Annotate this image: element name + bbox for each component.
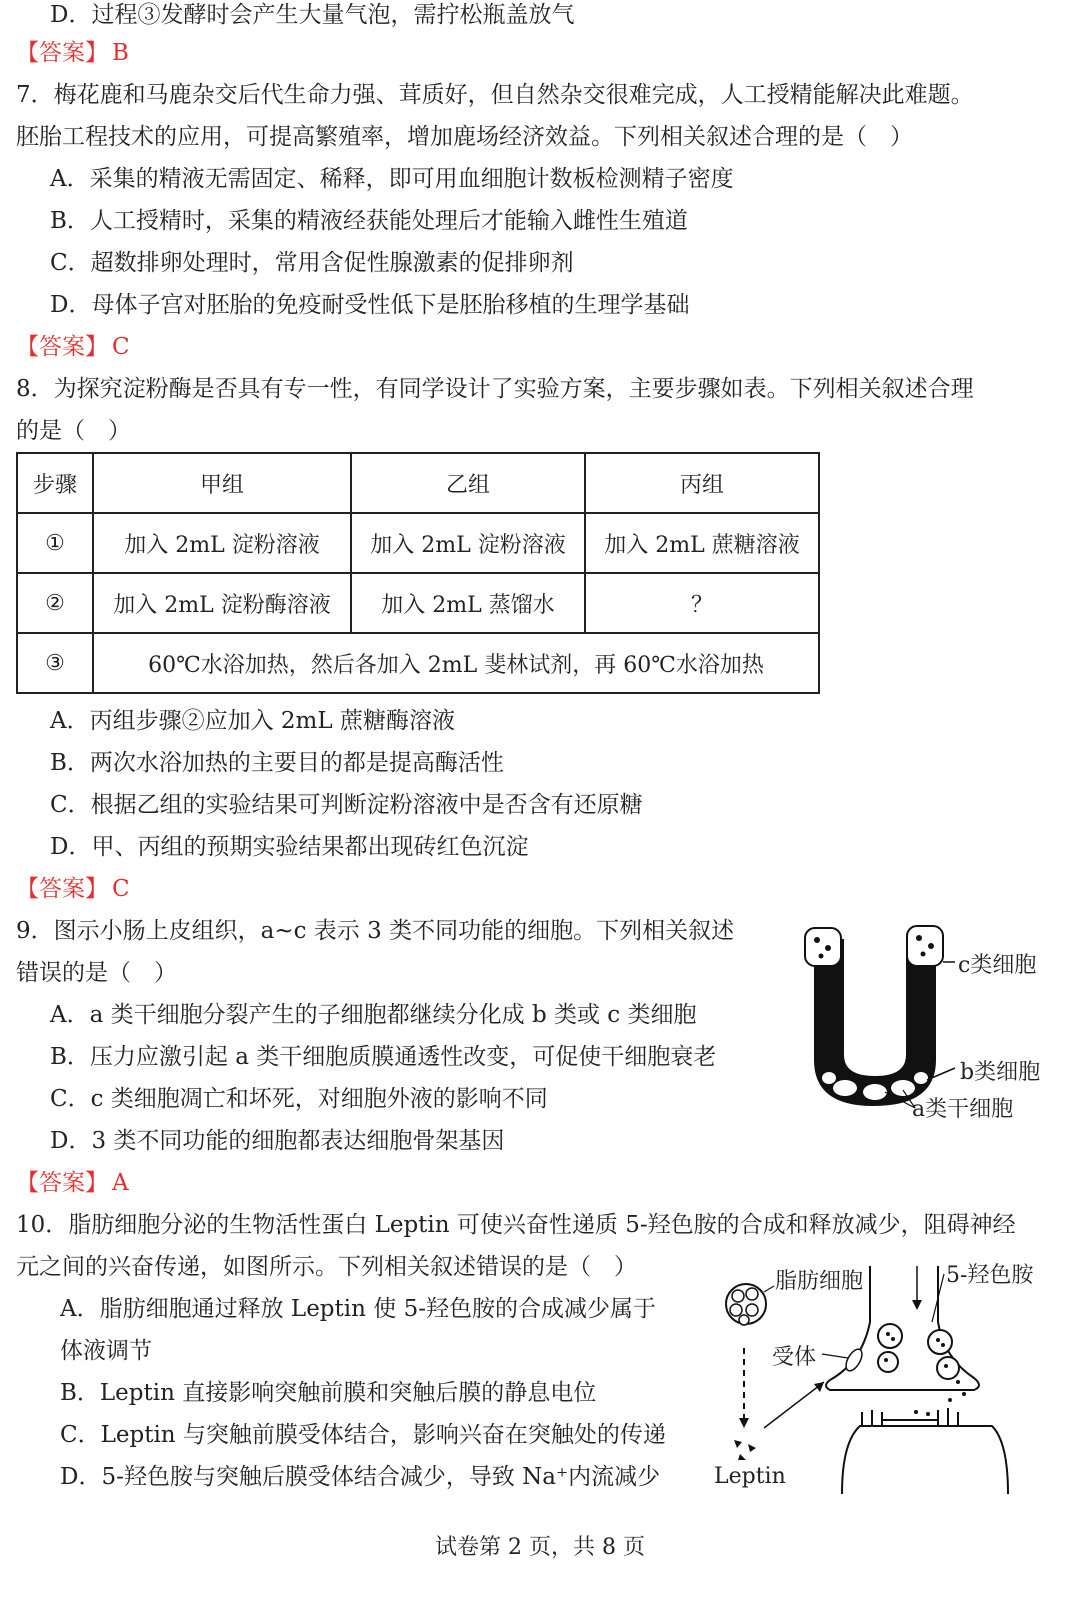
q8-stem-line1: 8．为探究淀粉酶是否具有专一性，有同学设计了实验方案，主要步骤如表。下列相关叙述合理 [16,376,974,402]
table-cell: 加入 2mL 淀粉溶液 [93,513,351,573]
q7-option-d: D．母体子宫对胚胎的免疫耐受性低下是胚胎移植的生理学基础 [50,292,690,318]
fat-cell-label: 脂肪细胞 [775,1269,864,1294]
q9-option-b: B．压力应激引起 a 类干细胞质膜通透性改变，可促使干细胞衰老 [50,1044,717,1070]
a-cell [833,1080,857,1096]
q8-option-a: A．丙组步骤②应加入 2mL 蔗糖酶溶液 [50,708,455,734]
vesicle [878,1324,902,1348]
q7-option-a: A．采集的精液无需固定、稀释，即可用血细胞计数板检测精子密度 [50,166,734,192]
q8-option-b: B．两次水浴加热的主要目的都是提高酶活性 [50,750,504,776]
answer-value: B [112,40,129,66]
serotonin-label: 5-羟色胺 [946,1263,1034,1288]
c-cell-label: c类细胞 [958,953,1037,978]
q8-option-c: C．根据乙组的实验结果可判断淀粉溶液中是否含有还原糖 [50,792,643,818]
q7-stem-line2: 胚胎工程技术的应用，可提高繁殖率，增加鹿场经济效益。下列相关叙述合理的是（ ） [16,124,913,150]
answer-value: A [112,1170,129,1196]
q10-option-c: C．Leptin 与突触前膜受体结合，影响兴奋在突触处的传递 [60,1422,666,1448]
table-cell: 加入 2mL 淀粉溶液 [351,513,585,573]
table-row [17,633,819,693]
q9-answer [16,1168,129,1198]
c-cell-left [805,928,841,966]
vesicle [928,1330,952,1354]
q7-answer [16,332,130,362]
q10-option-d: D．5-羟色胺与突触后膜受体结合减少，导致 Na⁺内流减少 [60,1464,661,1490]
table-header-cell: 步骤 [17,453,93,513]
table-cell: 加入 2mL 蒸馏水 [351,573,585,633]
q9-option-d: D．3 类不同功能的细胞都表达细胞骨架基因 [50,1128,505,1154]
table-cell: ① [17,513,93,573]
receptor-label: 受体 [772,1345,817,1370]
answer-label: 【答案】 [16,876,108,902]
table-header-cell: 丙组 [585,453,819,513]
table-cell: ② [17,573,93,633]
q9-option-a: A．a 类干细胞分裂产生的子细胞都继续分化成 b 类或 c 类细胞 [50,1002,697,1028]
answer-label: 【答案】 [16,334,108,360]
q7-stem-line1: 7．梅花鹿和马鹿杂交后代生命力强、茸质好，但自然杂交很难完成，人工授精能解决此难题。 [16,82,974,108]
q10-stem-line1: 10．脂肪细胞分泌的生物活性蛋白 Leptin 可使兴奋性递质 5-羟色胺的合成和释放减少，阻碍神经 [16,1212,1016,1238]
c-cell-right [907,926,943,966]
fat-cell-icon [726,1284,766,1325]
answer-value: C [112,876,130,902]
q10-option-a: A．脂肪细胞通过释放 Leptin 使 5-羟色胺的合成减少属于 [60,1296,656,1322]
q6-answer [16,38,129,68]
table-cell: ③ [17,633,93,693]
table-header-row [17,453,819,513]
q10-option-b: B．Leptin 直接影响突触前膜和突触后膜的静息电位 [60,1380,597,1406]
table-row [17,513,819,573]
page-footer: 试卷第 2 页，共 8 页 [435,1535,645,1560]
q9-stem-line2: 错误的是（ ） [16,960,177,986]
table-cell: 加入 2mL 蔗糖溶液 [585,513,819,573]
q9-stem-line1: 9．图示小肠上皮组织，a~c 表示 3 类不同功能的细胞。下列相关叙述 [16,918,735,944]
vesicle [937,1357,959,1379]
table-header-cell: 甲组 [93,453,351,513]
table-cell: 60℃水浴加热，然后各加入 2mL 斐林试剂，再 60℃水浴加热 [93,633,819,693]
q8-stem-line2: 的是（ ） [16,418,131,444]
answer-label: 【答案】 [16,40,108,66]
table-cell: ？ [585,573,819,633]
a-cell [863,1084,887,1100]
q10-stem-line2: 元之间的兴奋传递，如图所示。下列相关叙述错误的是（ ） [16,1254,637,1280]
a-cell-label: a类干细胞 [912,1097,1014,1122]
intestine-epithelium-figure [795,920,955,1120]
q8-steps-table [16,452,820,694]
receptor-icon [843,1347,865,1374]
q9-option-c: C．c 类细胞凋亡和坏死，对细胞外液的影响不同 [50,1086,548,1112]
answer-label: 【答案】 [16,1170,108,1196]
leptin-label: Leptin [714,1464,786,1489]
q7-option-c: C．超数排卵处理时，常用含促性腺激素的促排卵剂 [50,250,574,276]
q6-option-d: D．过程③发酵时会产生大量气泡，需拧松瓶盖放气 [50,2,575,28]
b-cell [914,1072,928,1084]
table-header-cell: 乙组 [351,453,585,513]
q10-option-a-cont: 体液调节 [60,1338,152,1364]
q8-option-d: D．甲、丙组的预期实验结果都出现砖红色沉淀 [50,834,529,860]
answer-value: C [112,334,130,360]
q7-option-b: B．人工授精时，采集的精液经获能处理后才能输入雌性生殖道 [50,208,688,234]
b-cell [822,1072,836,1084]
table-cell: 加入 2mL 淀粉酶溶液 [93,573,351,633]
b-cell-label: b类细胞 [960,1060,1041,1085]
vesicle [878,1352,898,1372]
table-row [17,573,819,633]
q8-answer [16,874,130,904]
